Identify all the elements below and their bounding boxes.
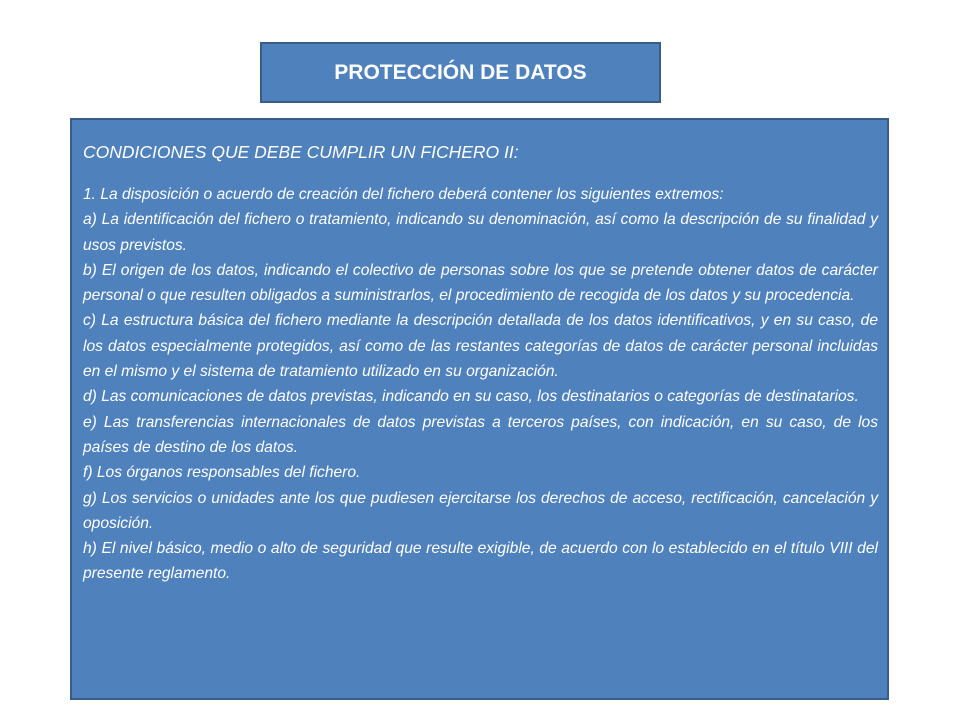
content-heading: CONDICIONES QUE DEBE CUMPLIR UN FICHERO II:: [83, 142, 519, 162]
intro-paragraph: 1. La disposición o acuerdo de creación del fichero deberá contener los siguientes extremos:: [83, 186, 724, 203]
title-box: [260, 42, 661, 103]
item-b: b) El origen de los datos, indicando el colectivo de personas sobre los que se pretende obtener datos de carácter personal o que resulten obligados a suministrarlos, el procedimiento de recogida de los datos y su procedencia.: [83, 261, 878, 305]
slide-title: PROTECCIÓN DE DATOS: [334, 60, 587, 84]
item-d: d) Las comunicaciones de datos previstas, indicando en su caso, los destinatarios o categorías de destinatarios.: [83, 388, 859, 406]
item-c: c) La estructura básica del fichero mediante la descripción detallada de los datos identificativos, y en su caso, de los datos especialmente protegidos, así como de las restantes categorías de datos de carácter personal incluidas en el mismo y el sistema de tratamiento utilizado en su organización.: [83, 312, 878, 381]
item-g: g) Los servicios o unidades ante los que pudiesen ejercitarse los derechos de acceso, rectificación, cancelación y oposición.: [83, 489, 878, 532]
content-box: [70, 118, 889, 700]
item-e: e) Las transferencias internacionales de datos previstas a terceros países, con indicación, en su caso, de los países de destino de los datos.: [83, 413, 878, 456]
item-f: f) Los órganos responsables del fichero.: [83, 464, 361, 482]
item-h: h) El nivel básico, medio o alto de seguridad que resulte exigible, de acuerdo con lo establecido en el título VIII del presente reglamento.: [83, 540, 878, 583]
item-a: a) La identificación del fichero o tratamiento, indicando su denominación, así como la descripción de su finalidad y usos previstos.: [83, 211, 878, 254]
